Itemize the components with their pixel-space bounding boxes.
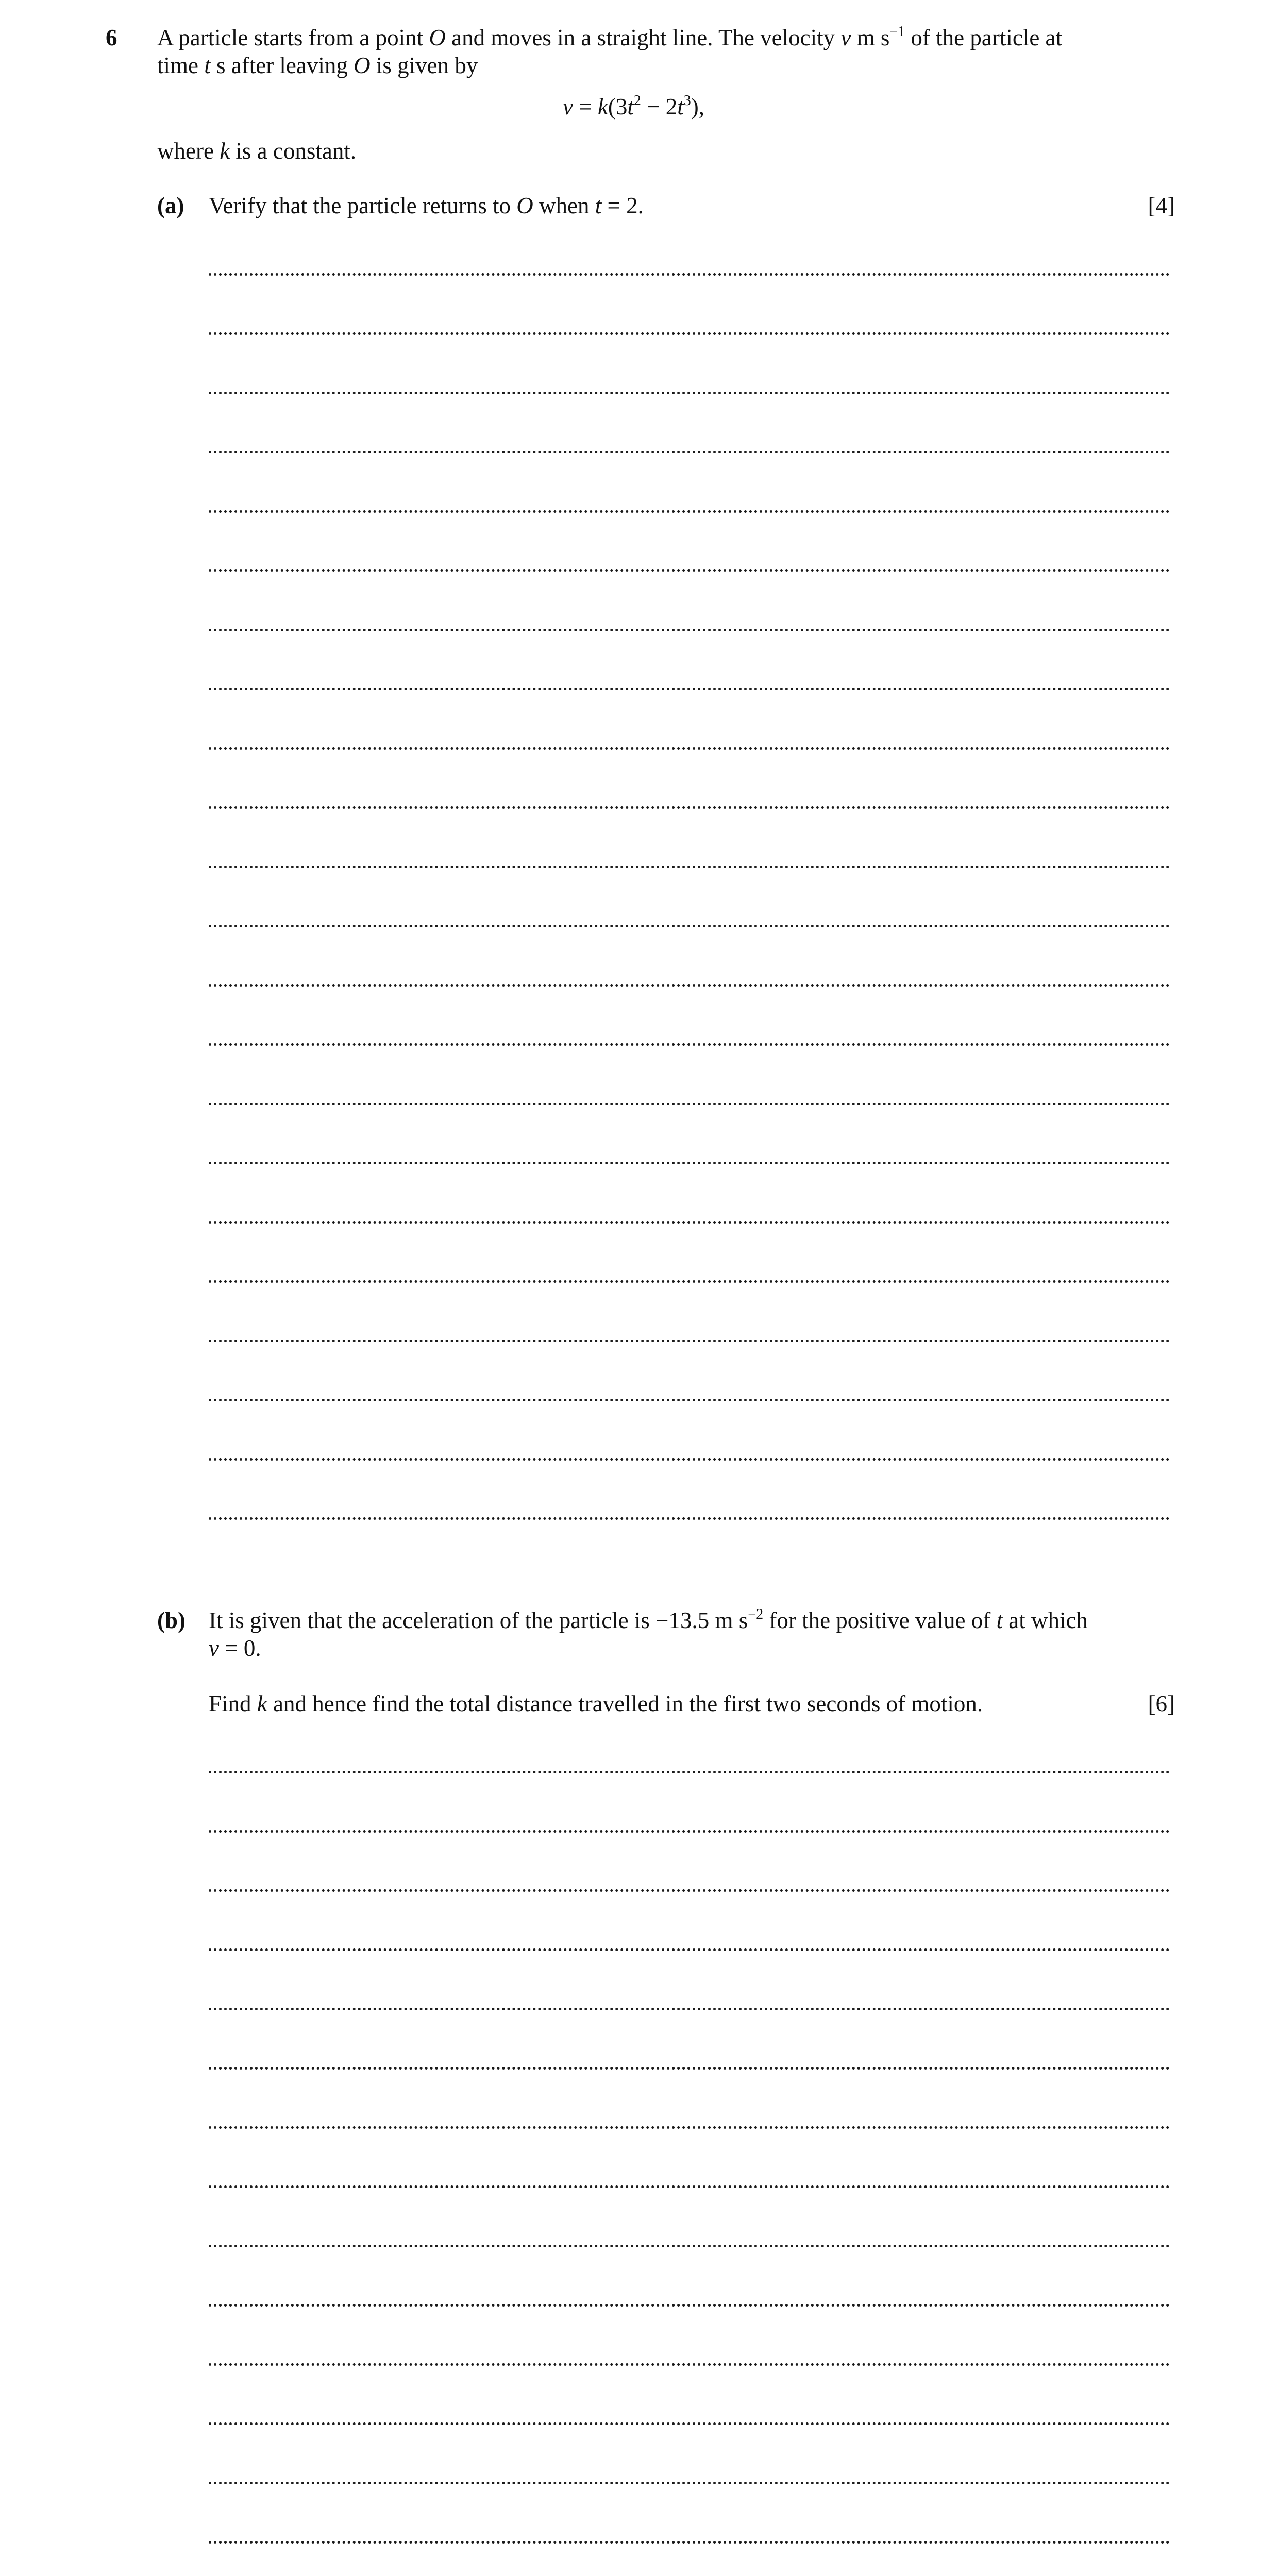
eq-text: ),	[691, 94, 705, 120]
answer-line[interactable]	[209, 1399, 1170, 1401]
answer-line[interactable]	[209, 569, 1170, 572]
answer-line[interactable]	[209, 273, 1170, 276]
answer-line[interactable]	[209, 866, 1170, 868]
answer-line[interactable]	[209, 1221, 1170, 1224]
answer-line[interactable]	[209, 451, 1170, 453]
intro-text: and moves in a straight line. The velocity	[445, 25, 841, 50]
answer-line[interactable]	[209, 2126, 1170, 2129]
intro-text: A particle starts from a point	[157, 25, 429, 50]
answer-line[interactable]	[209, 2185, 1170, 2188]
answer-line[interactable]	[209, 688, 1170, 690]
unit-exponent: −1	[889, 24, 905, 40]
answer-line[interactable]	[209, 2482, 1170, 2484]
part-b-line-1	[209, 1606, 1088, 1634]
answer-line[interactable]	[209, 332, 1170, 335]
part-b-text: = 0.	[218, 1635, 261, 1661]
velocity-symbol: v	[840, 25, 851, 50]
intro-text: time	[157, 53, 205, 78]
point-o: O	[516, 193, 533, 218]
intro-text: s after leaving	[210, 53, 354, 78]
part-b-text: for the positive value of	[763, 1607, 997, 1633]
eq-t: t	[677, 94, 684, 120]
part-b-task	[209, 1690, 983, 1718]
eq-k: k	[597, 94, 608, 120]
part-a-question	[209, 192, 644, 219]
velocity-symbol: v	[209, 1635, 219, 1661]
answer-line[interactable]	[209, 2067, 1170, 2070]
intro-text: of the particle at	[905, 25, 1063, 50]
constant-k: k	[220, 138, 230, 164]
constant-k: k	[257, 1691, 267, 1717]
point-o: O	[354, 53, 371, 78]
eq-text: (3	[608, 94, 628, 120]
time-symbol: t	[996, 1607, 1003, 1633]
answer-line[interactable]	[209, 629, 1170, 631]
answer-line[interactable]	[209, 806, 1170, 809]
answer-line[interactable]	[209, 1103, 1170, 1105]
answer-line[interactable]	[209, 1280, 1170, 1283]
part-a-text: Verify that the particle returns to	[209, 193, 517, 218]
unit-text: m s	[851, 25, 890, 50]
answer-line[interactable]	[209, 747, 1170, 750]
eq-v: v	[563, 94, 573, 120]
eq-exponent: 2	[633, 93, 641, 109]
answer-line[interactable]	[209, 1517, 1170, 1520]
answer-line[interactable]	[209, 2245, 1170, 2247]
answer-line[interactable]	[209, 1458, 1170, 1461]
time-symbol: t	[595, 193, 602, 218]
answer-line[interactable]	[209, 1889, 1170, 1892]
answer-line[interactable]	[209, 392, 1170, 394]
part-b-text: Find	[209, 1691, 257, 1717]
answer-line[interactable]	[209, 2304, 1170, 2307]
velocity-equation	[563, 93, 704, 121]
answer-line[interactable]	[209, 925, 1170, 927]
time-symbol: t	[204, 53, 211, 78]
question-intro-line-2	[157, 52, 478, 79]
answer-line[interactable]	[209, 1162, 1170, 1164]
unit-exponent: −2	[748, 1606, 764, 1622]
note-text: where	[157, 138, 220, 164]
answer-line[interactable]	[209, 1043, 1170, 1046]
question-intro-line-1	[157, 24, 1062, 52]
answer-line[interactable]	[209, 1340, 1170, 1342]
part-b-text: at which	[1002, 1607, 1088, 1633]
answer-line[interactable]	[209, 1948, 1170, 1951]
question-number: 6	[106, 25, 117, 50]
eq-exponent: 3	[683, 93, 691, 109]
answer-line[interactable]	[209, 2363, 1170, 2366]
part-a-text: = 2.	[601, 193, 644, 218]
eq-t: t	[627, 94, 634, 120]
answer-line[interactable]	[209, 984, 1170, 987]
part-a-marks: [4]	[1148, 193, 1175, 218]
constant-note	[157, 137, 356, 165]
note-text: is a constant.	[230, 138, 357, 164]
point-o: O	[429, 25, 446, 50]
answer-line[interactable]	[209, 2422, 1170, 2425]
eq-text: − 2	[641, 94, 678, 120]
eq-text: =	[573, 94, 598, 120]
part-b-label: (b)	[157, 1607, 186, 1633]
part-b-text: It is given that the acceleration of the particle is −13.5 m s	[209, 1607, 748, 1633]
part-a-label: (a)	[157, 193, 184, 218]
intro-text: is given by	[370, 53, 478, 78]
answer-line[interactable]	[209, 2008, 1170, 2010]
answer-line[interactable]	[209, 1830, 1170, 1833]
part-a-text: when	[533, 193, 595, 218]
answer-line[interactable]	[209, 2541, 1170, 2544]
part-b-marks: [6]	[1148, 1691, 1175, 1717]
answer-line[interactable]	[209, 510, 1170, 513]
answer-line[interactable]	[209, 1771, 1170, 1773]
part-b-text: and hence find the total distance travelled in the first two seconds of motion.	[267, 1691, 983, 1717]
part-b-line-2	[209, 1634, 261, 1662]
